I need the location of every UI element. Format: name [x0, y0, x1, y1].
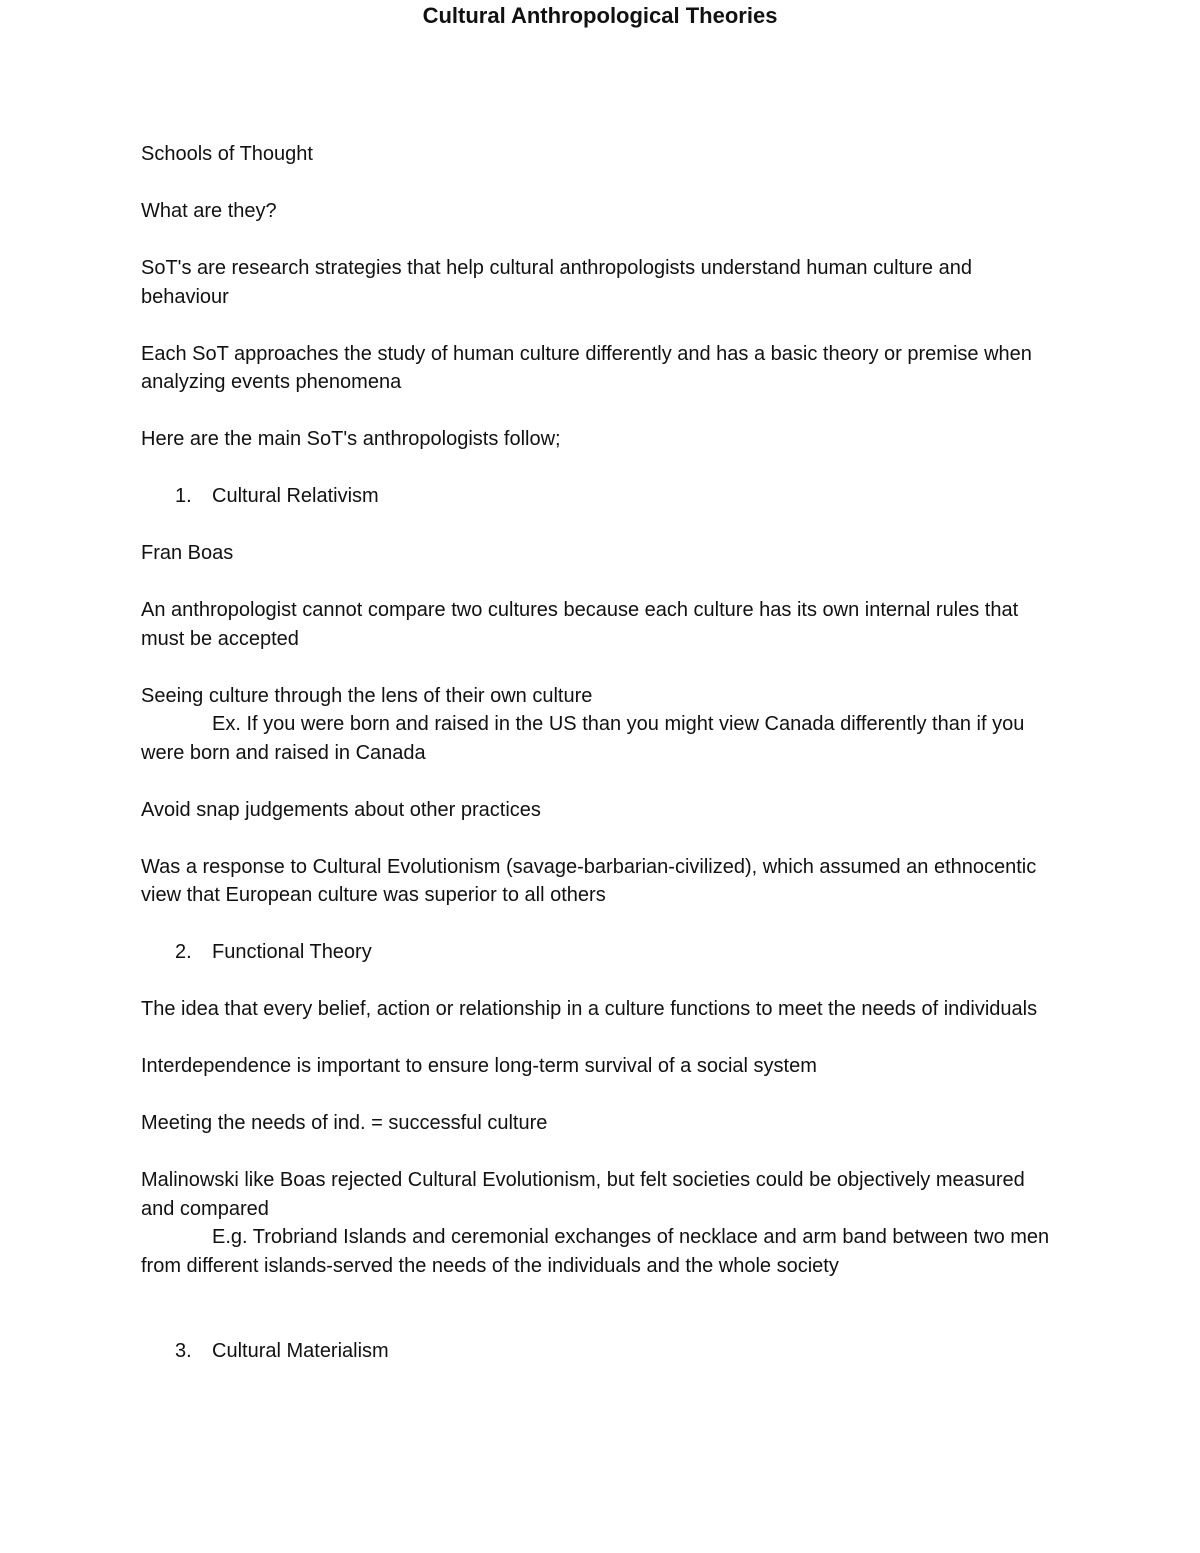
- paragraph-lens-example: [141, 710, 1061, 767]
- paragraph-main-sots: Here are the main SoT's anthropologists follow;: [141, 428, 561, 450]
- paragraph-sot-definition: SoT's are research strategies that help cultural anthropologists understand human culture and behaviour: [141, 257, 972, 308]
- list-item-functional-theory: [141, 938, 1061, 967]
- list-item-label: Cultural Materialism: [212, 1340, 389, 1362]
- paragraph-boas: Fran Boas: [141, 542, 234, 564]
- paragraph-meeting: Meeting the needs of ind. = successful culture: [141, 1112, 548, 1134]
- paragraph-lens: Seeing culture through the lens of their own culture: [141, 684, 593, 707]
- paragraph-compare: An anthropologist cannot compare two cultures because each culture has its own internal rules that must be accepted: [141, 599, 1019, 650]
- list-number: 1.: [175, 485, 192, 507]
- paragraph-malinowski-block: [141, 1166, 1061, 1280]
- list-number: 2.: [175, 941, 192, 963]
- paragraph-malinowski-example: [141, 1223, 1061, 1280]
- paragraph-schools: Schools of Thought: [141, 143, 313, 165]
- list-item-cultural-relativism: [141, 482, 1061, 511]
- paragraph-interdependence: Interdependence is important to ensure long-term survival of a social system: [141, 1055, 817, 1077]
- paragraph-snap: Avoid snap judgements about other practices: [141, 798, 541, 821]
- list-item-label: Cultural Relativism: [212, 485, 379, 507]
- paragraph-each-sot: Each SoT approaches the study of human culture differently and has a basic theory or premise when analyzing events phenomena: [141, 342, 1032, 393]
- list-item-cultural-materialism: [141, 1337, 1061, 1366]
- paragraph-malinowski: Malinowski like Boas rejected Cultural Evolutionism, but felt societies could be objectively measured and compared: [141, 1169, 1025, 1220]
- list-number: 3.: [175, 1340, 192, 1362]
- paragraph-response: Was a response to Cultural Evolutionism (savage-barbarian-civilized), which assumed an ethnocentic view that European culture was superior to all others: [141, 855, 1037, 906]
- document-body: [141, 140, 1061, 1394]
- list-item-label: Functional Theory: [212, 941, 372, 963]
- malinowski-example-text: E.g. Trobriand Islands and ceremonial exchanges of necklace and arm band between two men from different islands-served the needs of the individuals and the whole society: [141, 1226, 1050, 1277]
- paragraph-idea: The idea that every belief, action or relationship in a culture functions to meet the needs of individuals: [141, 998, 1038, 1020]
- paragraph-lens-block: [141, 682, 1061, 768]
- paragraph-what: What are they?: [141, 200, 277, 222]
- lens-example-text: Ex. If you were born and raised in the US than you might view Canada differently than if you were born and raised in Canada: [141, 713, 1025, 764]
- document-title: Cultural Anthropological Theories: [422, 3, 778, 28]
